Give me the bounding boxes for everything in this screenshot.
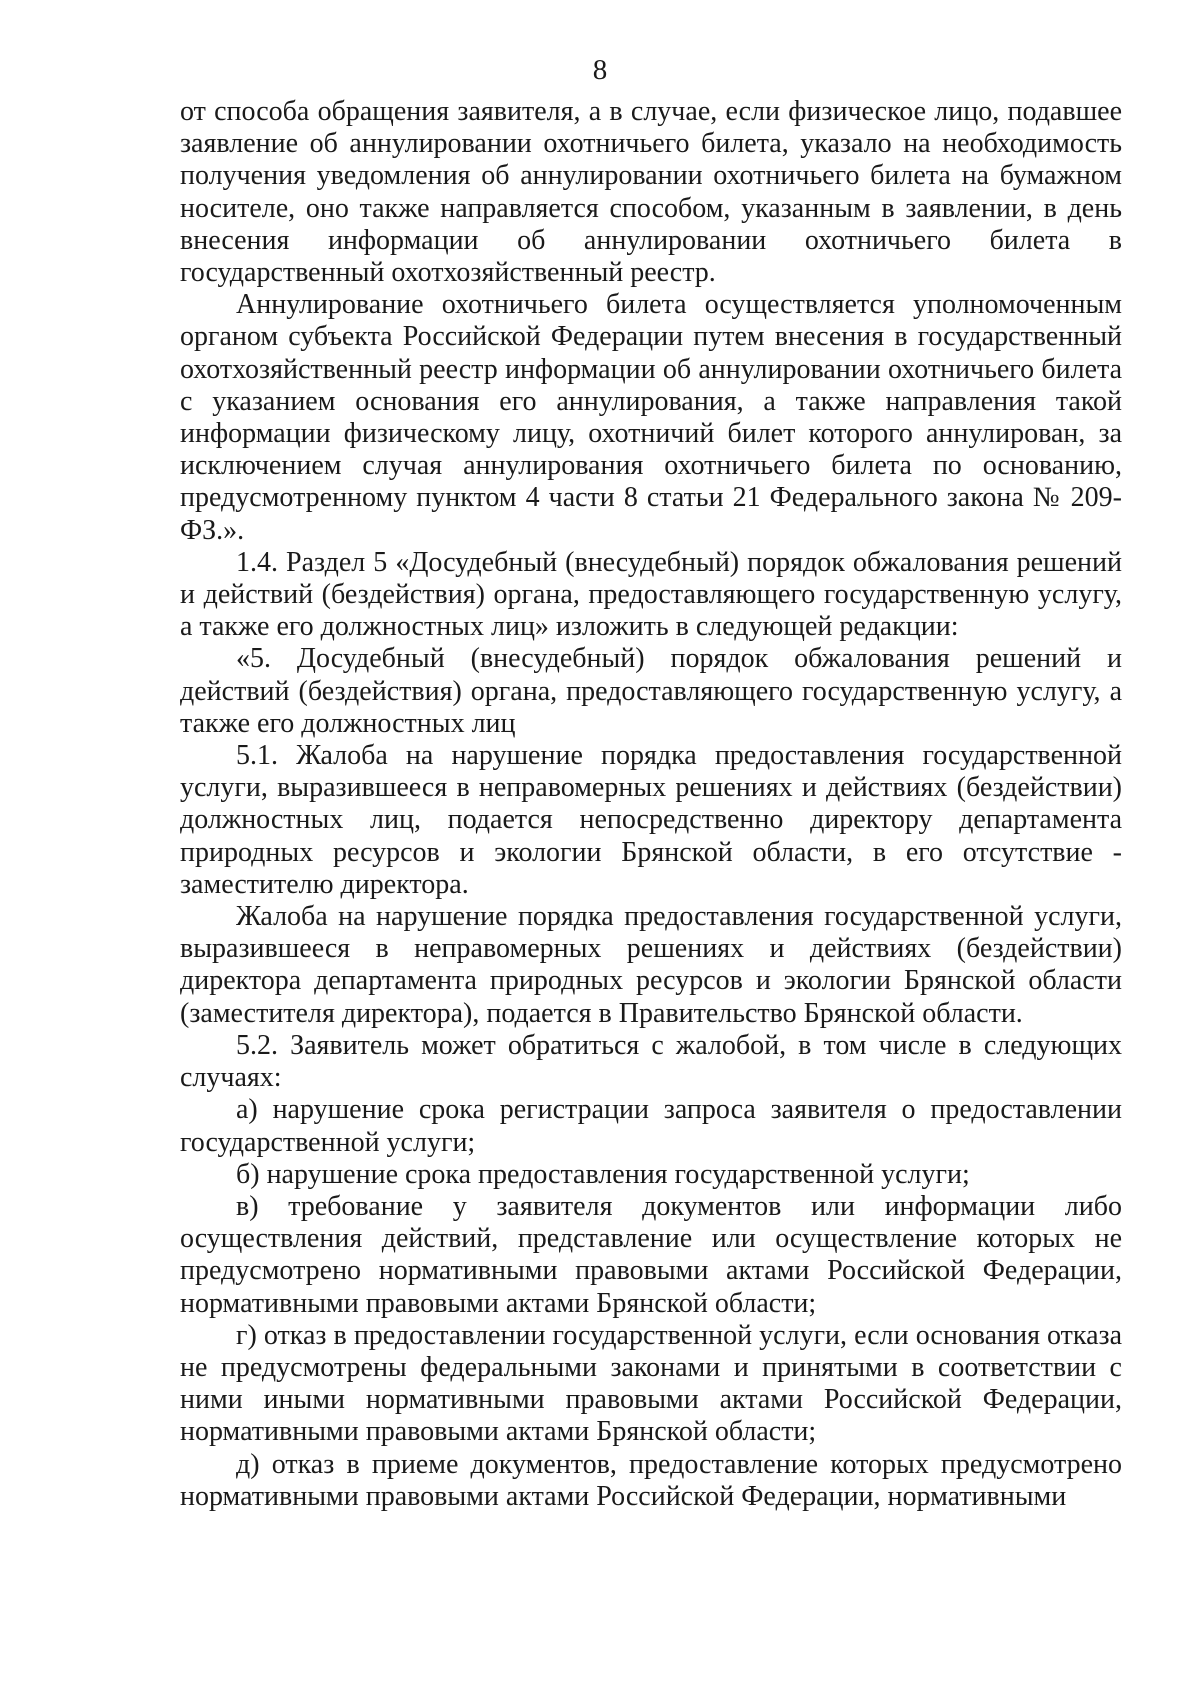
page-number: 8 xyxy=(592,54,608,86)
paragraph-annulment: Аннулирование охотничьего билета осуществляется уполномоченным органом субъекта Российской Федерации путем внесения в государственный охотхозяйственный реестр информации об аннулировании охотничьего билета с указанием основания его аннулирования, а также направления такой информации физическому лицу, охотничий билет которого аннулирован, за исключением случая аннулирования охотничьего билета по основанию, предусмотренному пунктом 4 части 8 статьи 21 Федерального закона № 209-ФЗ.». xyxy=(180,289,1122,546)
paragraph-5-1: 5.1. Жалоба на нарушение порядка предоставления государственной услуги, выразившееся в неправомерных решениях и действиях (бездействии) должностных лиц, подается непосредственно директору департамента природных ресурсов и экологии Брянской области, в его отсутствие - заместителю директора. xyxy=(180,740,1122,900)
list-item-g: г) отказ в предоставлении государственной услуги, если основания отказа не предусмотрены федеральными законами и принятыми в соответствии с ними иными нормативными правовыми актами Российской Федерации, нормативными правовыми актами Брянской области; xyxy=(180,1319,1122,1448)
list-item-d: д) отказ в приеме документов, предоставление которых предусмотрено нормативными правовыми актами Российской Федерации, нормативными xyxy=(180,1448,1122,1512)
paragraph-5-2: 5.2. Заявитель может обратиться с жалобой, в том числе в следующих случаях: xyxy=(180,1029,1122,1094)
list-item-a: а) нарушение срока регистрации запроса заявителя о предоставлении государственной услуги; xyxy=(180,1094,1122,1158)
list-item-v: в) требование у заявителя документов или информации либо осуществления действий, представление или осуществление которых не предусмотрено нормативными правовыми актами Российской Федерации, нормативными правовыми актами Брянской области; xyxy=(180,1190,1122,1319)
list-item-b: б) нарушение срока предоставления государственной услуги; xyxy=(236,1158,970,1190)
paragraph-section-1-4: 1.4. Раздел 5 «Досудебный (внесудебный) порядок обжалования решений и действий (бездействия) органа, предоставляющего государственную услугу, а также его должностных лиц» изложить в следующей редакции: xyxy=(180,546,1122,643)
paragraph-continuation: от способа обращения заявителя, а в случае, если физическое лицо, подавшее заявление об аннулировании охотничьего билета, указало на необходимость получения уведомления об аннулировании охотничьего билета на бумажном носителе, оно также направляется способом, указанным в заявлении, в день внесения информации об аннулировании охотничьего билета в государственный охотхозяйственный реестр. xyxy=(180,96,1122,289)
section-5-heading: «5. Досудебный (внесудебный) порядок обжалования решений и действий (бездействия) органа, предоставляющего государственную услугу, а также его должностных лиц xyxy=(180,643,1122,739)
paragraph-complaint-director: Жалоба на нарушение порядка предоставления государственной услуги, выразившееся в неправомерных решениях и действиях (бездействии) директора департамента природных ресурсов и экологии Брянской области (заместителя директора), подается в Правительство Брянской области. xyxy=(180,901,1122,1029)
document-body xyxy=(180,96,1122,1513)
